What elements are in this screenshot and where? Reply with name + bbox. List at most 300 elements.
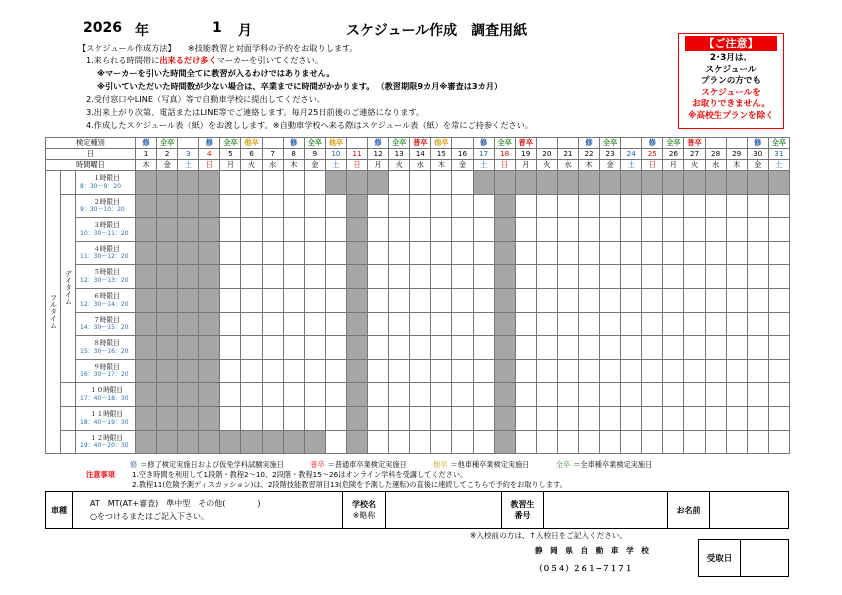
schedule-slot[interactable] [389, 218, 410, 242]
schedule-slot[interactable] [410, 265, 431, 289]
schedule-slot[interactable] [705, 265, 726, 289]
schedule-slot[interactable] [304, 171, 325, 195]
schedule-slot[interactable] [199, 430, 220, 454]
schedule-slot[interactable] [136, 288, 157, 312]
schedule-slot[interactable] [473, 406, 494, 430]
schedule-slot[interactable] [684, 241, 705, 265]
schedule-slot[interactable] [431, 265, 452, 289]
schedule-slot[interactable] [220, 218, 241, 242]
schedule-slot[interactable] [768, 430, 789, 454]
schedule-slot[interactable] [368, 406, 389, 430]
schedule-slot[interactable] [389, 194, 410, 218]
schedule-slot[interactable] [515, 406, 536, 430]
schedule-slot[interactable] [178, 406, 199, 430]
schedule-slot[interactable] [600, 171, 621, 195]
schedule-slot[interactable] [410, 336, 431, 360]
schedule-slot[interactable] [157, 265, 178, 289]
schedule-slot[interactable] [663, 312, 684, 336]
schedule-slot[interactable] [368, 171, 389, 195]
schedule-slot[interactable] [262, 359, 283, 383]
schedule-slot[interactable] [389, 241, 410, 265]
schedule-slot[interactable] [452, 430, 473, 454]
schedule-slot[interactable] [747, 218, 768, 242]
schedule-slot[interactable] [536, 336, 557, 360]
schedule-slot[interactable] [325, 265, 346, 289]
schedule-slot[interactable] [705, 218, 726, 242]
schedule-slot[interactable] [346, 383, 367, 407]
schedule-slot[interactable] [136, 359, 157, 383]
schedule-slot[interactable] [705, 406, 726, 430]
schedule-slot[interactable] [199, 383, 220, 407]
schedule-slot[interactable] [452, 359, 473, 383]
schedule-slot[interactable] [283, 218, 304, 242]
schedule-slot[interactable] [747, 241, 768, 265]
schedule-slot[interactable] [368, 359, 389, 383]
schedule-slot[interactable] [178, 194, 199, 218]
schedule-slot[interactable] [621, 171, 642, 195]
schedule-slot[interactable] [578, 241, 599, 265]
schedule-slot[interactable] [663, 288, 684, 312]
schedule-slot[interactable] [368, 241, 389, 265]
schedule-slot[interactable] [283, 241, 304, 265]
schedule-slot[interactable] [136, 241, 157, 265]
schedule-slot[interactable] [136, 194, 157, 218]
schedule-slot[interactable] [136, 406, 157, 430]
schedule-slot[interactable] [389, 383, 410, 407]
schedule-slot[interactable] [199, 312, 220, 336]
schedule-slot[interactable] [621, 336, 642, 360]
schedule-slot[interactable] [325, 406, 346, 430]
schedule-slot[interactable] [410, 359, 431, 383]
schedule-slot[interactable] [494, 312, 515, 336]
schedule-slot[interactable] [325, 194, 346, 218]
schedule-slot[interactable] [494, 218, 515, 242]
schedule-slot[interactable] [262, 288, 283, 312]
schedule-slot[interactable] [262, 241, 283, 265]
schedule-slot[interactable] [642, 218, 663, 242]
schedule-slot[interactable] [578, 406, 599, 430]
schedule-slot[interactable] [178, 430, 199, 454]
schedule-slot[interactable] [304, 359, 325, 383]
schedule-slot[interactable] [473, 288, 494, 312]
schedule-slot[interactable] [642, 171, 663, 195]
schedule-slot[interactable] [621, 218, 642, 242]
schedule-slot[interactable] [389, 288, 410, 312]
schedule-slot[interactable] [389, 171, 410, 195]
schedule-slot[interactable] [452, 288, 473, 312]
schedule-slot[interactable] [536, 171, 557, 195]
schedule-slot[interactable] [325, 336, 346, 360]
schedule-slot[interactable] [304, 241, 325, 265]
schedule-slot[interactable] [684, 359, 705, 383]
schedule-slot[interactable] [283, 265, 304, 289]
schedule-slot[interactable] [600, 312, 621, 336]
schedule-slot[interactable] [684, 406, 705, 430]
schedule-slot[interactable] [178, 383, 199, 407]
schedule-slot[interactable] [684, 171, 705, 195]
schedule-slot[interactable] [368, 430, 389, 454]
schedule-slot[interactable] [494, 265, 515, 289]
schedule-slot[interactable] [452, 312, 473, 336]
schedule-slot[interactable] [178, 359, 199, 383]
schedule-slot[interactable] [663, 194, 684, 218]
schedule-slot[interactable] [768, 312, 789, 336]
schedule-slot[interactable] [431, 171, 452, 195]
schedule-slot[interactable] [536, 383, 557, 407]
schedule-slot[interactable] [642, 336, 663, 360]
schedule-slot[interactable] [304, 265, 325, 289]
schedule-slot[interactable] [515, 430, 536, 454]
schedule-slot[interactable] [220, 383, 241, 407]
schedule-slot[interactable] [600, 430, 621, 454]
schedule-slot[interactable] [304, 218, 325, 242]
schedule-slot[interactable] [536, 288, 557, 312]
schedule-slot[interactable] [452, 194, 473, 218]
schedule-slot[interactable] [726, 430, 747, 454]
schedule-slot[interactable] [684, 383, 705, 407]
schedule-slot[interactable] [410, 194, 431, 218]
schedule-slot[interactable] [410, 312, 431, 336]
schedule-slot[interactable] [768, 218, 789, 242]
schedule-slot[interactable] [136, 218, 157, 242]
schedule-slot[interactable] [684, 288, 705, 312]
schedule-slot[interactable] [726, 171, 747, 195]
schedule-slot[interactable] [726, 383, 747, 407]
schedule-slot[interactable] [705, 171, 726, 195]
schedule-slot[interactable] [747, 171, 768, 195]
schedule-slot[interactable] [515, 171, 536, 195]
schedule-slot[interactable] [346, 406, 367, 430]
schedule-slot[interactable] [157, 359, 178, 383]
schedule-slot[interactable] [747, 194, 768, 218]
schedule-slot[interactable] [600, 359, 621, 383]
schedule-slot[interactable] [726, 336, 747, 360]
schedule-slot[interactable] [473, 265, 494, 289]
schedule-slot[interactable] [410, 171, 431, 195]
schedule-slot[interactable] [136, 171, 157, 195]
schedule-slot[interactable] [136, 383, 157, 407]
schedule-slot[interactable] [368, 312, 389, 336]
schedule-slot[interactable] [578, 430, 599, 454]
schedule-slot[interactable] [157, 218, 178, 242]
schedule-slot[interactable] [663, 171, 684, 195]
schedule-slot[interactable] [368, 265, 389, 289]
schedule-slot[interactable] [178, 312, 199, 336]
schedule-slot[interactable] [262, 171, 283, 195]
schedule-slot[interactable] [304, 194, 325, 218]
schedule-slot[interactable] [325, 241, 346, 265]
schedule-slot[interactable] [494, 194, 515, 218]
schedule-slot[interactable] [768, 383, 789, 407]
student-number-field[interactable] [544, 492, 668, 529]
schedule-slot[interactable] [368, 194, 389, 218]
schedule-slot[interactable] [663, 383, 684, 407]
schedule-slot[interactable] [157, 336, 178, 360]
schedule-slot[interactable] [199, 171, 220, 195]
schedule-slot[interactable] [283, 359, 304, 383]
schedule-slot[interactable] [157, 171, 178, 195]
schedule-slot[interactable] [452, 265, 473, 289]
schedule-slot[interactable] [136, 336, 157, 360]
schedule-slot[interactable] [663, 265, 684, 289]
schedule-slot[interactable] [178, 171, 199, 195]
schedule-slot[interactable] [747, 383, 768, 407]
schedule-slot[interactable] [346, 312, 367, 336]
schedule-slot[interactable] [747, 336, 768, 360]
schedule-slot[interactable] [389, 336, 410, 360]
schedule-slot[interactable] [515, 336, 536, 360]
schedule-slot[interactable] [431, 312, 452, 336]
schedule-slot[interactable] [199, 194, 220, 218]
schedule-slot[interactable] [220, 336, 241, 360]
schedule-slot[interactable] [494, 383, 515, 407]
schedule-slot[interactable] [283, 406, 304, 430]
schedule-slot[interactable] [557, 265, 578, 289]
schedule-slot[interactable] [346, 194, 367, 218]
schedule-slot[interactable] [325, 171, 346, 195]
schedule-slot[interactable] [346, 241, 367, 265]
schedule-slot[interactable] [157, 406, 178, 430]
schedule-slot[interactable] [157, 241, 178, 265]
schedule-slot[interactable] [262, 336, 283, 360]
schedule-slot[interactable] [178, 336, 199, 360]
schedule-slot[interactable] [578, 171, 599, 195]
schedule-slot[interactable] [241, 194, 262, 218]
schedule-slot[interactable] [515, 218, 536, 242]
schedule-slot[interactable] [515, 288, 536, 312]
schedule-slot[interactable] [262, 218, 283, 242]
schedule-slot[interactable] [642, 406, 663, 430]
schedule-slot[interactable] [642, 288, 663, 312]
schedule-slot[interactable] [684, 194, 705, 218]
schedule-slot[interactable] [346, 265, 367, 289]
schedule-slot[interactable] [325, 288, 346, 312]
schedule-slot[interactable] [494, 406, 515, 430]
schedule-slot[interactable] [557, 312, 578, 336]
schedule-slot[interactable] [578, 218, 599, 242]
schedule-slot[interactable] [621, 406, 642, 430]
schedule-slot[interactable] [220, 406, 241, 430]
schedule-slot[interactable] [747, 265, 768, 289]
schedule-slot[interactable] [199, 218, 220, 242]
schedule-slot[interactable] [304, 336, 325, 360]
schedule-slot[interactable] [389, 265, 410, 289]
schedule-slot[interactable] [494, 359, 515, 383]
schedule-slot[interactable] [389, 359, 410, 383]
schedule-slot[interactable] [684, 336, 705, 360]
schedule-slot[interactable] [178, 288, 199, 312]
schedule-slot[interactable] [431, 194, 452, 218]
vehicle-field[interactable] [73, 492, 343, 529]
schedule-slot[interactable] [346, 430, 367, 454]
schedule-slot[interactable] [325, 218, 346, 242]
schedule-slot[interactable] [410, 383, 431, 407]
schedule-slot[interactable] [515, 241, 536, 265]
schedule-slot[interactable] [473, 359, 494, 383]
schedule-slot[interactable] [557, 406, 578, 430]
schedule-slot[interactable] [726, 218, 747, 242]
schedule-slot[interactable] [663, 336, 684, 360]
schedule-slot[interactable] [346, 359, 367, 383]
schedule-slot[interactable] [684, 430, 705, 454]
schedule-slot[interactable] [283, 312, 304, 336]
schedule-slot[interactable] [663, 241, 684, 265]
schedule-slot[interactable] [410, 218, 431, 242]
schedule-slot[interactable] [136, 430, 157, 454]
schedule-slot[interactable] [747, 312, 768, 336]
schedule-slot[interactable] [452, 218, 473, 242]
schedule-slot[interactable] [431, 336, 452, 360]
schedule-slot[interactable] [600, 194, 621, 218]
schedule-slot[interactable] [684, 312, 705, 336]
schedule-slot[interactable] [283, 288, 304, 312]
schedule-slot[interactable] [325, 312, 346, 336]
schedule-slot[interactable] [557, 430, 578, 454]
schedule-slot[interactable] [642, 430, 663, 454]
schedule-slot[interactable] [663, 406, 684, 430]
schedule-slot[interactable] [557, 359, 578, 383]
schedule-slot[interactable] [346, 336, 367, 360]
schedule-slot[interactable] [578, 312, 599, 336]
schedule-slot[interactable] [768, 406, 789, 430]
schedule-slot[interactable] [262, 265, 283, 289]
schedule-slot[interactable] [220, 171, 241, 195]
schedule-slot[interactable] [536, 359, 557, 383]
schedule-slot[interactable] [346, 171, 367, 195]
schedule-slot[interactable] [262, 430, 283, 454]
schedule-slot[interactable] [473, 171, 494, 195]
schedule-slot[interactable] [199, 265, 220, 289]
schedule-slot[interactable] [600, 383, 621, 407]
schedule-slot[interactable] [136, 312, 157, 336]
schedule-slot[interactable] [726, 359, 747, 383]
schedule-slot[interactable] [389, 312, 410, 336]
schedule-slot[interactable] [536, 406, 557, 430]
schedule-slot[interactable] [241, 171, 262, 195]
schedule-slot[interactable] [705, 336, 726, 360]
schedule-slot[interactable] [515, 265, 536, 289]
schedule-slot[interactable] [410, 406, 431, 430]
schedule-slot[interactable] [157, 194, 178, 218]
schedule-slot[interactable] [304, 406, 325, 430]
schedule-slot[interactable] [220, 288, 241, 312]
schedule-slot[interactable] [642, 241, 663, 265]
schedule-slot[interactable] [515, 194, 536, 218]
schedule-slot[interactable] [283, 194, 304, 218]
schedule-slot[interactable] [325, 359, 346, 383]
schedule-slot[interactable] [600, 241, 621, 265]
schedule-slot[interactable] [473, 194, 494, 218]
schedule-slot[interactable] [283, 171, 304, 195]
schedule-slot[interactable] [663, 218, 684, 242]
schedule-slot[interactable] [325, 430, 346, 454]
schedule-slot[interactable] [621, 194, 642, 218]
name-field[interactable] [710, 492, 789, 529]
schedule-slot[interactable] [410, 288, 431, 312]
schedule-slot[interactable] [600, 218, 621, 242]
schedule-slot[interactable] [494, 241, 515, 265]
schedule-slot[interactable] [199, 406, 220, 430]
schedule-slot[interactable] [178, 265, 199, 289]
schedule-slot[interactable] [241, 218, 262, 242]
schedule-slot[interactable] [705, 288, 726, 312]
schedule-slot[interactable] [431, 288, 452, 312]
schedule-slot[interactable] [536, 194, 557, 218]
schedule-slot[interactable] [368, 383, 389, 407]
schedule-slot[interactable] [157, 288, 178, 312]
schedule-slot[interactable] [304, 312, 325, 336]
schedule-slot[interactable] [241, 265, 262, 289]
schedule-slot[interactable] [431, 430, 452, 454]
schedule-slot[interactable] [684, 265, 705, 289]
schedule-slot[interactable] [473, 312, 494, 336]
schedule-slot[interactable] [578, 336, 599, 360]
schedule-slot[interactable] [726, 312, 747, 336]
schedule-slot[interactable] [283, 383, 304, 407]
schedule-slot[interactable] [494, 288, 515, 312]
schedule-slot[interactable] [473, 430, 494, 454]
school-name-field[interactable] [386, 492, 502, 529]
schedule-slot[interactable] [621, 288, 642, 312]
schedule-slot[interactable] [621, 383, 642, 407]
schedule-slot[interactable] [241, 430, 262, 454]
schedule-slot[interactable] [705, 383, 726, 407]
schedule-slot[interactable] [494, 171, 515, 195]
schedule-slot[interactable] [621, 312, 642, 336]
schedule-slot[interactable] [262, 312, 283, 336]
schedule-slot[interactable] [557, 218, 578, 242]
schedule-slot[interactable] [726, 241, 747, 265]
schedule-slot[interactable] [768, 194, 789, 218]
schedule-slot[interactable] [452, 171, 473, 195]
schedule-slot[interactable] [557, 171, 578, 195]
schedule-slot[interactable] [304, 383, 325, 407]
schedule-slot[interactable] [368, 218, 389, 242]
schedule-slot[interactable] [705, 241, 726, 265]
schedule-slot[interactable] [621, 359, 642, 383]
schedule-slot[interactable] [241, 406, 262, 430]
schedule-slot[interactable] [473, 241, 494, 265]
schedule-slot[interactable] [431, 406, 452, 430]
schedule-slot[interactable] [747, 288, 768, 312]
schedule-slot[interactable] [642, 383, 663, 407]
schedule-slot[interactable] [241, 359, 262, 383]
schedule-slot[interactable] [557, 336, 578, 360]
schedule-slot[interactable] [536, 312, 557, 336]
schedule-slot[interactable] [557, 383, 578, 407]
schedule-slot[interactable] [726, 288, 747, 312]
schedule-slot[interactable] [220, 312, 241, 336]
schedule-slot[interactable] [241, 336, 262, 360]
schedule-slot[interactable] [600, 406, 621, 430]
schedule-slot[interactable] [705, 430, 726, 454]
schedule-slot[interactable] [578, 383, 599, 407]
schedule-slot[interactable] [705, 359, 726, 383]
schedule-slot[interactable] [600, 288, 621, 312]
schedule-slot[interactable] [283, 430, 304, 454]
schedule-slot[interactable] [262, 406, 283, 430]
schedule-slot[interactable] [220, 430, 241, 454]
schedule-slot[interactable] [494, 336, 515, 360]
schedule-slot[interactable] [368, 288, 389, 312]
schedule-slot[interactable] [431, 241, 452, 265]
schedule-slot[interactable] [621, 265, 642, 289]
schedule-slot[interactable] [199, 241, 220, 265]
schedule-slot[interactable] [410, 241, 431, 265]
schedule-slot[interactable] [157, 383, 178, 407]
schedule-slot[interactable] [431, 218, 452, 242]
schedule-slot[interactable] [452, 336, 473, 360]
